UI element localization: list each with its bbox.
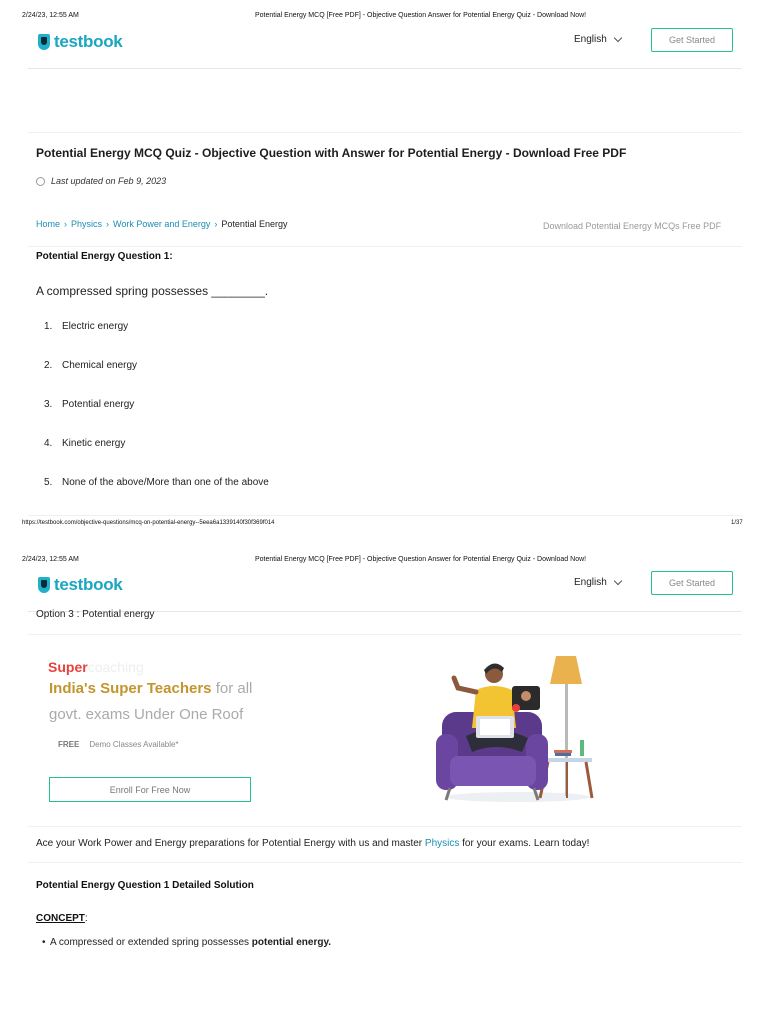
print-datetime: 2/24/23, 12:55 AM [22, 556, 79, 563]
breadcrumb-separator: › [64, 219, 68, 229]
option-number: 5. [44, 477, 53, 488]
ace-text: Ace your Work Power and Energy preparations for Potential Energy with us and master [36, 838, 425, 849]
breadcrumb-current: Potential Energy [221, 219, 288, 229]
testbook-logo-icon [38, 34, 50, 50]
option-label: Chemical energy [62, 360, 138, 371]
solution-heading: Potential Energy Question 1 Detailed Solution [36, 880, 254, 891]
option-number: 2. [44, 360, 53, 371]
option-number: 4. [44, 438, 53, 449]
last-updated-text: Last updated on Feb 9, 2023 [51, 176, 167, 186]
print-datetime: 2/24/23, 12:55 AM [22, 12, 79, 19]
ace-text: for your exams. Learn today! [459, 838, 590, 849]
get-started-button[interactable]: Get Started [651, 28, 733, 52]
brand-super: Super [48, 659, 88, 675]
site-header [28, 567, 742, 612]
option-5[interactable] [44, 477, 269, 488]
correct-answer: Option 3 : Potential energy [36, 609, 155, 620]
language-selector[interactable] [574, 577, 621, 588]
option-label: Potential energy [62, 399, 135, 410]
breadcrumb-separator: › [214, 219, 218, 229]
language-label: English [574, 577, 607, 588]
breadcrumb-separator: › [106, 219, 110, 229]
testbook-logo[interactable] [38, 575, 122, 595]
option-2[interactable] [44, 360, 137, 371]
option-number: 1. [44, 321, 53, 332]
promo-text: govt. exams [49, 706, 130, 723]
bullet-bold-text: potential energy. [251, 937, 332, 948]
promo-line-1 [49, 680, 252, 697]
print-url: https://testbook.com/objective-questions/mcq-on-potential-energy--5eea6a1339140f30f369f014 [22, 520, 275, 526]
physics-link[interactable]: Physics [424, 838, 460, 849]
ace-prep-text [36, 838, 589, 849]
breadcrumb-physics[interactable]: Physics [71, 219, 103, 229]
language-selector[interactable] [574, 34, 621, 45]
teacher-illustration [436, 652, 602, 804]
divider [28, 826, 742, 827]
divider [28, 515, 742, 516]
breadcrumb-home[interactable]: Home [36, 219, 61, 229]
print-page-number: 1/37 [731, 520, 743, 526]
question-heading: Potential Energy Question 1: [36, 251, 173, 262]
solution-bullet [50, 937, 331, 948]
free-badge: FREE [58, 740, 80, 749]
get-started-button[interactable]: Get Started [651, 571, 733, 595]
option-label: Kinetic energy [62, 438, 126, 449]
brand-coaching: coaching [87, 659, 144, 675]
testbook-logo-icon [38, 577, 50, 593]
free-demo-text: Demo Classes Available* [89, 740, 179, 749]
concept-label: CONCEPT: [36, 913, 88, 924]
clock-icon [36, 177, 45, 186]
divider [28, 246, 742, 247]
testbook-logo[interactable] [38, 32, 122, 52]
divider [28, 862, 742, 863]
language-label: English [574, 34, 607, 45]
logo-text: testbook [54, 575, 123, 594]
concept-text: CONCEPT [36, 913, 85, 924]
chevron-down-icon [614, 34, 622, 42]
promo-highlight: India's Super Teachers [49, 680, 212, 697]
print-page-title: Potential Energy MCQ [Free PDF] - Objective Question Answer for Potential Energy Quiz - Download Now! [255, 12, 587, 19]
logo-text: testbook [54, 32, 123, 51]
option-label: Electric energy [62, 321, 129, 332]
print-page-title: Potential Energy MCQ [Free PDF] - Objective Question Answer for Potential Energy Quiz - Download Now! [255, 556, 587, 563]
chevron-down-icon [614, 577, 622, 585]
download-pdf-link[interactable]: Download Potential Energy MCQs Free PDF [543, 221, 722, 231]
enroll-button[interactable]: Enroll For Free Now [49, 777, 251, 802]
promo-line-2 [49, 706, 243, 723]
option-label: None of the above/More than one of the above [62, 477, 269, 488]
promo-text: Under One Roof [134, 706, 244, 723]
divider [28, 634, 742, 635]
supercoaching-brand [48, 659, 144, 675]
page-title: Potential Energy MCQ Quiz - Objective Question with Answer for Potential Energy - Download Free PDF [36, 146, 627, 160]
last-updated [36, 176, 166, 186]
promo-free-demo [58, 740, 179, 749]
option-3[interactable] [44, 399, 134, 410]
bullet-text: A compressed or extended spring possesses [50, 937, 252, 948]
site-header [28, 24, 742, 69]
option-1[interactable] [44, 321, 128, 332]
option-4[interactable] [44, 438, 125, 449]
promo-text: for all [215, 680, 253, 697]
divider [28, 132, 742, 133]
question-text: A compressed spring possesses ________. [36, 284, 269, 298]
breadcrumb [36, 219, 287, 229]
breadcrumb-work-power-energy[interactable]: Work Power and Energy [113, 219, 211, 229]
option-number: 3. [44, 399, 53, 410]
